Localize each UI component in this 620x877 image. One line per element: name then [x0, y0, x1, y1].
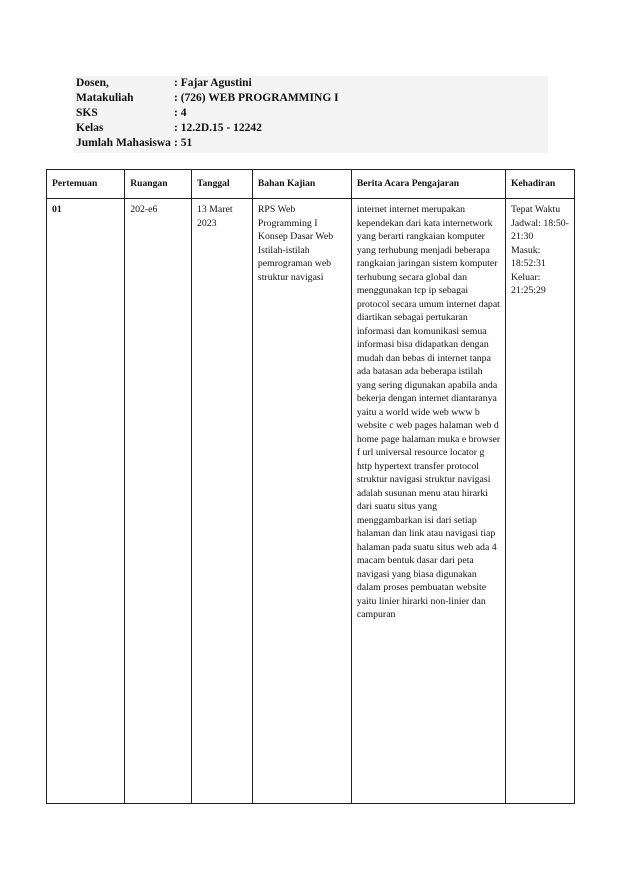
cell-tanggal: 13 Maret 2023: [191, 199, 252, 804]
matakuliah-value: : (726) WEB PROGRAMMING I: [174, 92, 339, 104]
cell-bahan-kajian: RPS Web Programming I Konsep Dasar Web Istilah-istilah pemrograman web struktur navigasi: [252, 199, 351, 804]
lecture-info-header: [74, 76, 548, 153]
column-header-ruangan: Ruangan: [125, 170, 192, 199]
sks-row: [76, 106, 546, 121]
column-header-bahan-kajian: Bahan Kajian: [252, 170, 351, 199]
jumlah-mahasiswa-row: [76, 136, 546, 151]
teaching-report-table: [46, 169, 575, 804]
dosen-label: Dosen,: [76, 77, 109, 89]
kehadiran-jadwal: Jadwal: 18:50-21:30: [510, 217, 569, 242]
sks-value: : 4: [174, 107, 187, 119]
dosen-value: : Fajar Agustini: [174, 77, 252, 89]
sks-label: SKS: [76, 107, 98, 119]
column-header-tanggal: Tanggal: [191, 170, 252, 199]
kehadiran-keluar: Keluar: 21:25:29: [510, 271, 546, 296]
column-header-berita-acara: Berita Acara Pengajaran: [351, 170, 505, 199]
cell-ruangan: 202-e6: [125, 199, 192, 804]
cell-pertemuan: 01: [47, 199, 125, 804]
matakuliah-label: Matakuliah: [76, 92, 134, 104]
matakuliah-row: [76, 91, 546, 106]
kehadiran-masuk: Masuk: 18:52:31: [510, 244, 546, 269]
dosen-row: [76, 76, 546, 91]
table-row: [47, 199, 575, 804]
kehadiran-status: Tepat Waktu: [510, 204, 561, 215]
jumlah-mahasiswa-label: Jumlah Mahasiswa: [76, 137, 171, 149]
column-header-kehadiran: Kehadiran: [505, 170, 574, 199]
kelas-value: : 12.2D.15 - 12242: [174, 122, 262, 134]
jumlah-mahasiswa-value: : 51: [174, 137, 193, 149]
column-header-pertemuan: Pertemuan: [47, 170, 125, 199]
table-header-row: [47, 170, 575, 199]
cell-kehadiran: [505, 199, 574, 804]
kelas-label: Kelas: [76, 122, 104, 134]
kelas-row: [76, 121, 546, 136]
cell-berita-acara: internet internet merupakan kependekan dari kata internetwork yang berarti rangkaian komputer yang terhubung menjadi beberapa rangkaian jaringan sistem komputer terhubung secara global dan menggunakan tcp ip sebagai protocol secara umum internet dapat diartikan sebagai pertukaran informasi dan komunikasi semua informasi bisa didapatkan dengan mudah dan bebas di internet tanpa ada batasan ada beberapa istilah yang sering digunakan apabila anda bekerja dengan internet diantaranya yaitu a world wide web www b website c web pages halaman web d home page halaman muka e browser f url universal resource locator g http hypertext transfer protocol struktur navigasi struktur navigasi adalah susunan menu atau hirarki dari suatu situs yang menggambarkan isi dari setiap halaman dan link atau navigasi tiap halaman pada suatu situs web ada 4 macam bentuk dasar dari peta navigasi yang biasa digunakan dalam proses pembuatan website yaitu linier hirarki non-linier dan campuran: [351, 199, 505, 804]
